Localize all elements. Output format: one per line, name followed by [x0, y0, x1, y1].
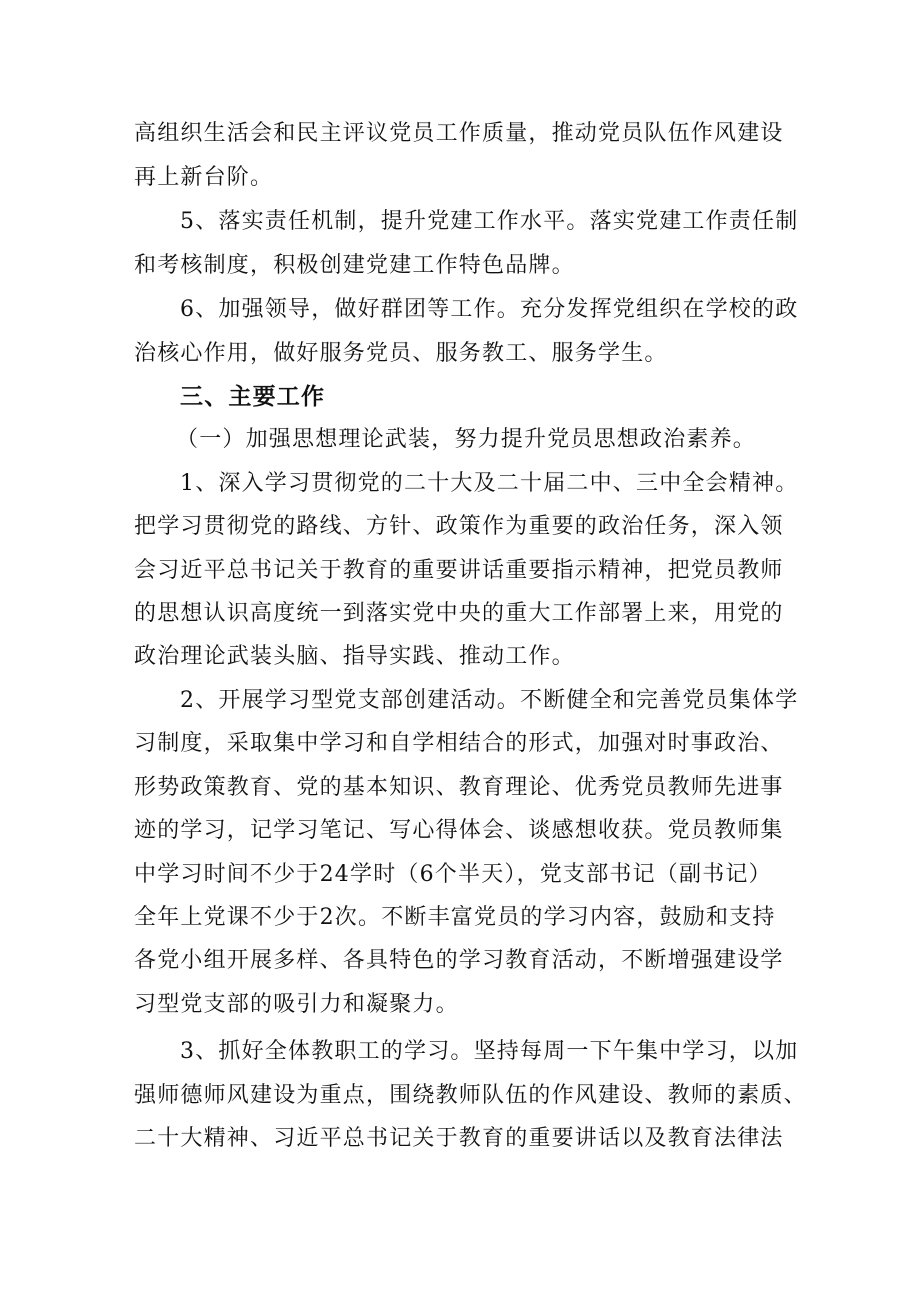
paragraph-line: 5、落实责任机制，提升党建工作水平。落实党建工作责任制 [180, 209, 799, 234]
paragraph-line: 治核心作用，做好服务党员、服务教工、服务学生。 [134, 341, 668, 366]
paragraph-line: 2、开展学习型党支部创建活动。不断健全和完善党员集体学 [180, 688, 799, 713]
section-heading: 三、主要工作 [180, 384, 326, 410]
paragraph-line: 迹的学习，记学习笔记、写心得体会、谈感想收获。党员教师集 [134, 818, 784, 843]
paragraph-line: 高组织生活会和民主评议党员工作质量，推动党员队伍作风建设 [134, 121, 784, 146]
paragraph-line: 会习近平总书记关于教育的重要讲话重要指示精神，把党员教师 [134, 558, 784, 583]
paragraph-line: 中学习时间不少于24学时（6个半天），党支部书记（副书记） [134, 862, 772, 887]
paragraph-line: 习型党支部的吸引力和凝聚力。 [134, 992, 459, 1017]
paragraph-line: 和考核制度，积极创建党建工作特色品牌。 [134, 253, 575, 278]
paragraph-line: 再上新台阶。 [134, 165, 274, 190]
paragraph-line: 习制度，采取集中学习和自学相结合的形式，加强对时事政治、 [134, 731, 784, 756]
paragraph-line: 把学习贯彻党的路线、方针、政策作为重要的政治任务，深入领 [134, 514, 784, 539]
paragraph-line: 政治理论武装头脑、指导实践、推动工作。 [134, 644, 575, 669]
paragraph-line: 各党小组开展多样、各具特色的学习教育活动，不断增强建设学 [134, 948, 784, 973]
paragraph-line: 全年上党课不少于2次。不断丰富党员的学习内容，鼓励和支持 [134, 905, 776, 930]
paragraph-line: 3、抓好全体教职工的学习。坚持每周一下午集中学习，以加 [180, 1039, 799, 1064]
paragraph-line: 1、深入学习贯彻党的二十大及二十届二中、三中全会精神。 [180, 471, 799, 496]
paragraph-line: 二十大精神、习近平总书记关于教育的重要讲话以及教育法律法 [134, 1126, 784, 1151]
paragraph-line: 6、加强领导，做好群团等工作。充分发挥党组织在学校的政 [180, 297, 799, 322]
paragraph-line: 的思想认识高度统一到落实党中央的重大工作部署上来，用党的 [134, 601, 784, 626]
subsection-heading: （一）加强思想理论武装，努力提升党员思想政治素养。 [176, 427, 757, 452]
paragraph-line: 形势政策教育、党的基本知识、教育理论、优秀党员教师先进事 [134, 775, 784, 800]
paragraph-line: 强师德师风建设为重点，围绕教师队伍的作风建设、教师的素质、 [134, 1083, 807, 1108]
